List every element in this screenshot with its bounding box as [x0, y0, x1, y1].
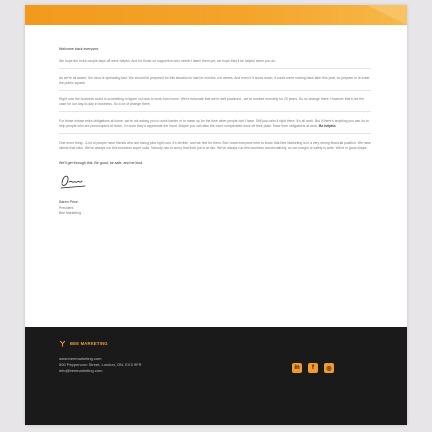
- bee-logo-icon: [59, 340, 66, 347]
- paragraph-text: As we're all aware, the virus is spreading fast. We should be prepared for this situation to last for months, not weeks. And even if it slows down, it could come roaring back later this year, so prepare to re-enter the public square.: [59, 75, 370, 85]
- brand-name: BEE MARKETING: [70, 341, 108, 346]
- paragraph-5: [59, 141, 371, 155]
- social-links: [292, 363, 334, 373]
- signature-role: President: [59, 205, 74, 210]
- letter-body: [59, 47, 371, 217]
- paragraph-text: One more thing - A lot of people have friends who are losing jobs right now. It's terrible, and we feel for them. But I want everyone here to know that Bee Marketing is in a very strong financial position. We have clients that stick. We've always run this business super solid. Nobody has to worry that their job is at risk. We've always run this business conservatively, so our margin of safety is wide. We're in good shape.: [59, 140, 371, 150]
- address-text: 500 Peppercorn Street, London, ON, EX3 9FR: [59, 362, 142, 367]
- facebook-icon[interactable]: f: [308, 363, 318, 373]
- signature-company: Bee Marketing: [59, 211, 81, 216]
- paragraph-1: [59, 59, 371, 69]
- signature-icon: [59, 171, 89, 191]
- instagram-icon[interactable]: ◎: [324, 363, 334, 373]
- linkedin-icon[interactable]: in: [292, 363, 302, 373]
- paragraph-text: For those whose extra obligations at home, we're not asking you to work harder or to make up for the time other people don't have. Still just calm it right there. It's all work. But if there's anything you can do to help people who are preoccupied at home, I'm sure they'd appreciate the hand. Maybe you can take the more complicated work off their plate. Ease their obligations at work.: [59, 118, 369, 129]
- greeting: Welcome back everyone,: [59, 47, 100, 51]
- header-band-accent: [367, 5, 407, 25]
- paragraph-4: [59, 119, 371, 134]
- paragraph-text: Right now the business world is scrambling to figure out how to work from home. We're fortunate that we're well practiced - we've worked remotely for 20 years. So no change there. However that's not the case for our day-to-day in business. So a lot of change there.: [59, 97, 365, 107]
- footer-contact: [59, 356, 142, 374]
- paragraph-3: [59, 97, 371, 112]
- closing-line: We'll get through this. Be good, be safe, and be kind.: [59, 161, 144, 166]
- paragraph-emphasis: Be helpful.: [319, 124, 337, 129]
- paragraph-text: We hope the extra couple days off were helpful. And for those on supportive who needn't taken them yet, we hope they'll be helpful when you do.: [59, 59, 276, 63]
- signature-name: Karen Price: [59, 200, 78, 205]
- footer-brand: [59, 340, 108, 347]
- website-link[interactable]: www.beemarketing.com: [59, 356, 102, 361]
- email-link[interactable]: info@beemarketing.com: [59, 368, 103, 373]
- paragraph-2: [59, 76, 371, 91]
- header-band: [25, 5, 407, 25]
